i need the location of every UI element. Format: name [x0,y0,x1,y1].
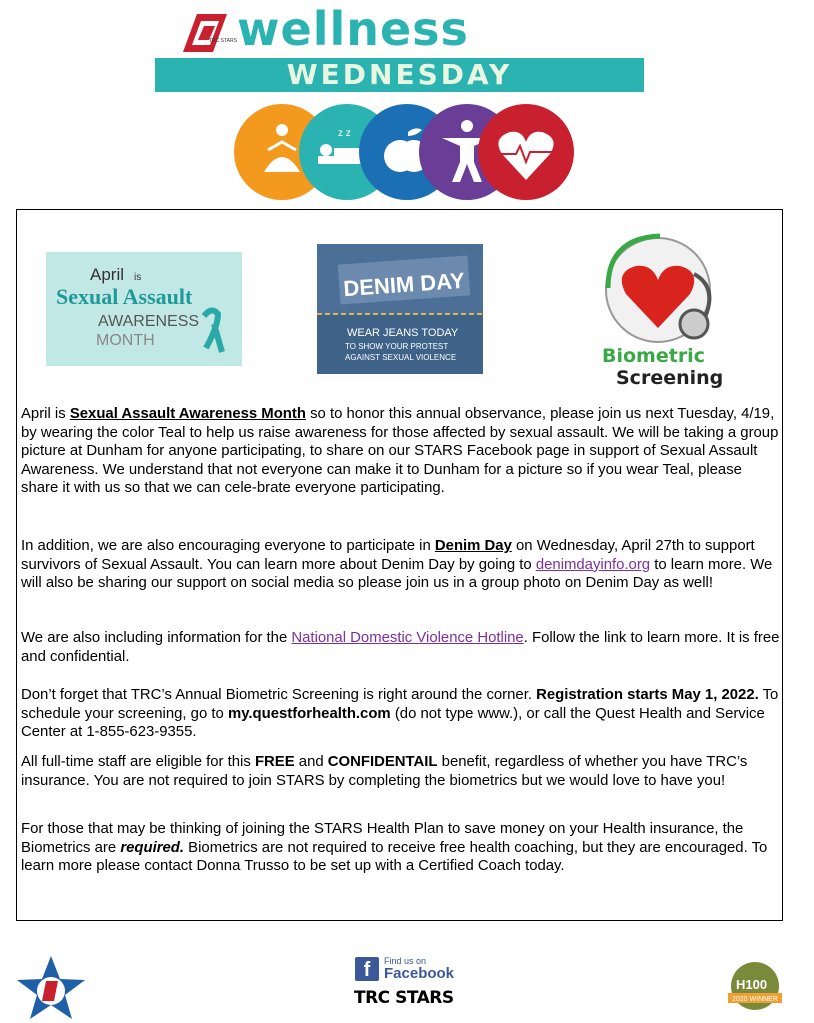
paragraph-denim-day: In addition, we are also encouraging everyone to participate in Denim Day on Wednesday, April 27th to support survivors of Sexual Assault. You can learn more about Denim Day by going to denimdayinfo.org to learn more. We will also be sharing our support on social media so please join us in a group photo on Denim Day as well! [21,538,773,592]
facebook-icon[interactable]: f [355,957,379,981]
h100-text: H100 [736,977,768,992]
against-violence-text: AGAINST SEXUAL VIOLENCE [345,353,457,362]
paragraph-eligibility: All full-time staff are eligible for this FREE and CONFIDENTAIL benefit, regardless of whether you have TRC’s insurance. You are not required to join STARS by completing the biometrics but we would love to have you! [21,754,748,789]
sexual-assault-text: Sexual Assault [56,284,193,309]
is-text: is [134,272,142,283]
wellness-icons-row [230,102,575,202]
denim-day-title: DENIM DAY [342,267,466,302]
footer-brand: TRC STARS [354,988,454,1008]
screening-text: Screening [616,367,724,389]
wear-jeans-text: WEAR JEANS TODAY [347,327,459,339]
paragraph-hotline: We are also including information for the National Domestic Violence Hotline. Follow the link to learn more. It is free and confidential. [21,630,780,665]
awareness-month-highlight: Sexual Assault Awareness Month [69,406,306,422]
denim-day-image [317,244,483,374]
denimdayinfo-link[interactable]: denimdayinfo.org [535,556,651,573]
winner-text: 2020 WINNER [732,996,778,1003]
sexual-assault-awareness-image [46,252,242,366]
hotline-link[interactable]: National Domestic Violence Hotline [291,630,524,646]
facebook-label[interactable]: Facebook [384,965,455,982]
biometric-screening-image [598,228,743,393]
paragraph-health-plan: For those that may be thinking of joining the STARS Health Plan to save money on your Health insurance, the Biometrics are required. Biometrics are not required to receive free health coaching, but they are encouraged. To learn more please contact Donna Trusso to be set up with a Certified Coach today. [21,821,768,875]
paragraph-biometric-screening: Don’t forget that TRC’s Annual Biometric Screening is right around the corner. Registration starts May 1, 2022. To schedule your screening, go to my.questforhealth.com (do not type www.), or call the Quest Health and Service Center at 1-855-623-9355. [21,687,779,741]
banner-text: WEDNESDAY [286,58,513,91]
trc-stars-logo [183,12,237,54]
heart-icon [478,104,574,200]
awareness-text: AWARENESS [98,313,200,330]
wednesday-banner [155,58,644,92]
denim-day-highlight: Denim Day [434,538,512,554]
questforhealth-site: my.questforhealth.com [227,705,391,722]
april-text: April [90,265,125,284]
h100-award-badge [726,961,784,1011]
month-text: MONTH [96,332,155,349]
svg-text:z z: z z [338,128,351,139]
biometric-text: Biometric [602,345,705,367]
paragraph-awareness-month: April is Sexual Assault Awareness Month so to honor this annual observance, please join us next Tuesday, 4/19, by wearing the color Teal to help us raise awareness for those affected by sexual assault. We will be taking a group picture at Dunham for anyone participating, to share on our STARS Facebook page in support of Sexual Assault Awareness. We understand that not everyone can make it to Dunham for a picture so if you wear Teal, please share it with us so that we can cele-brate everyone participating. [21,406,779,497]
stethoscope-icon [680,310,708,338]
wellness-title: wellness [237,2,469,56]
find-us-text: Find us on [384,956,427,966]
show-protest-text: TO SHOW YOUR PROTEST [345,342,449,351]
stars-star-logo [16,955,86,1021]
logo-small-text: TRC STARS [209,38,237,44]
